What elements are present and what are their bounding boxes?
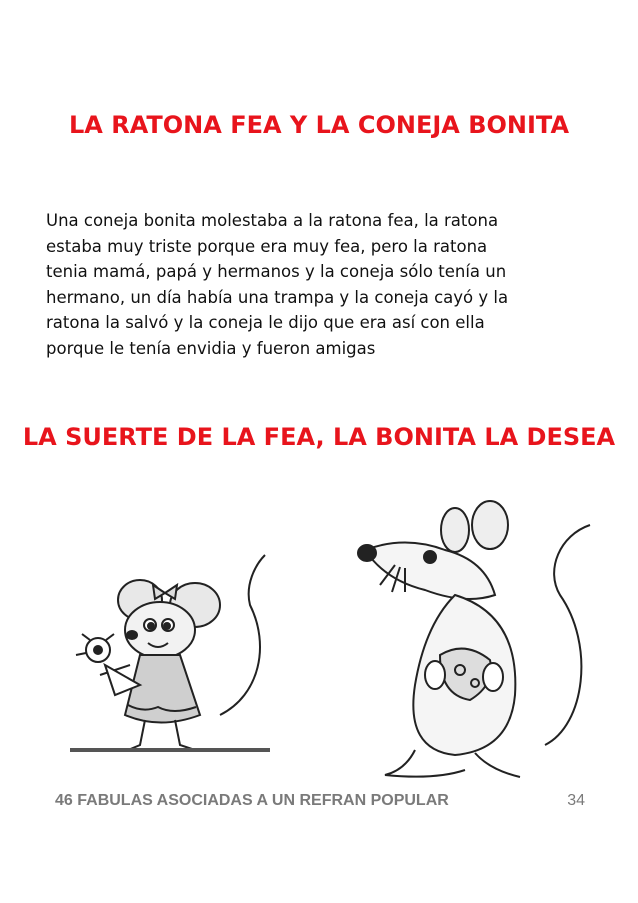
story-title: LA RATONA FEA Y LA CONEJA BONITA [68,111,570,139]
story-paragraph: Una coneja bonita molestaba a la ratona fea, la ratona estaba muy triste porque era muy fea, pero la ratona tenia mamá, papá y hermanos y la coneja sólo tenía un hermano, un día había una trampa y la coneja cayó y la ratona la salvó y la coneja le dijo que era así con ella porque le tenía envidia y fueron amigas [46,211,509,358]
girl-mouse-illustration [70,545,280,760]
page-number: 34 [567,792,585,809]
footer-book-title: 46 FABULAS ASOCIADAS A UN REFRAN POPULAR [55,792,449,809]
ground-line [70,748,270,752]
mouse-with-cheese-illustration [345,495,610,785]
page-footer [55,792,585,810]
proverb-title: LA SUERTE DE LA FEA, LA BONITA LA DESEA [22,423,616,451]
